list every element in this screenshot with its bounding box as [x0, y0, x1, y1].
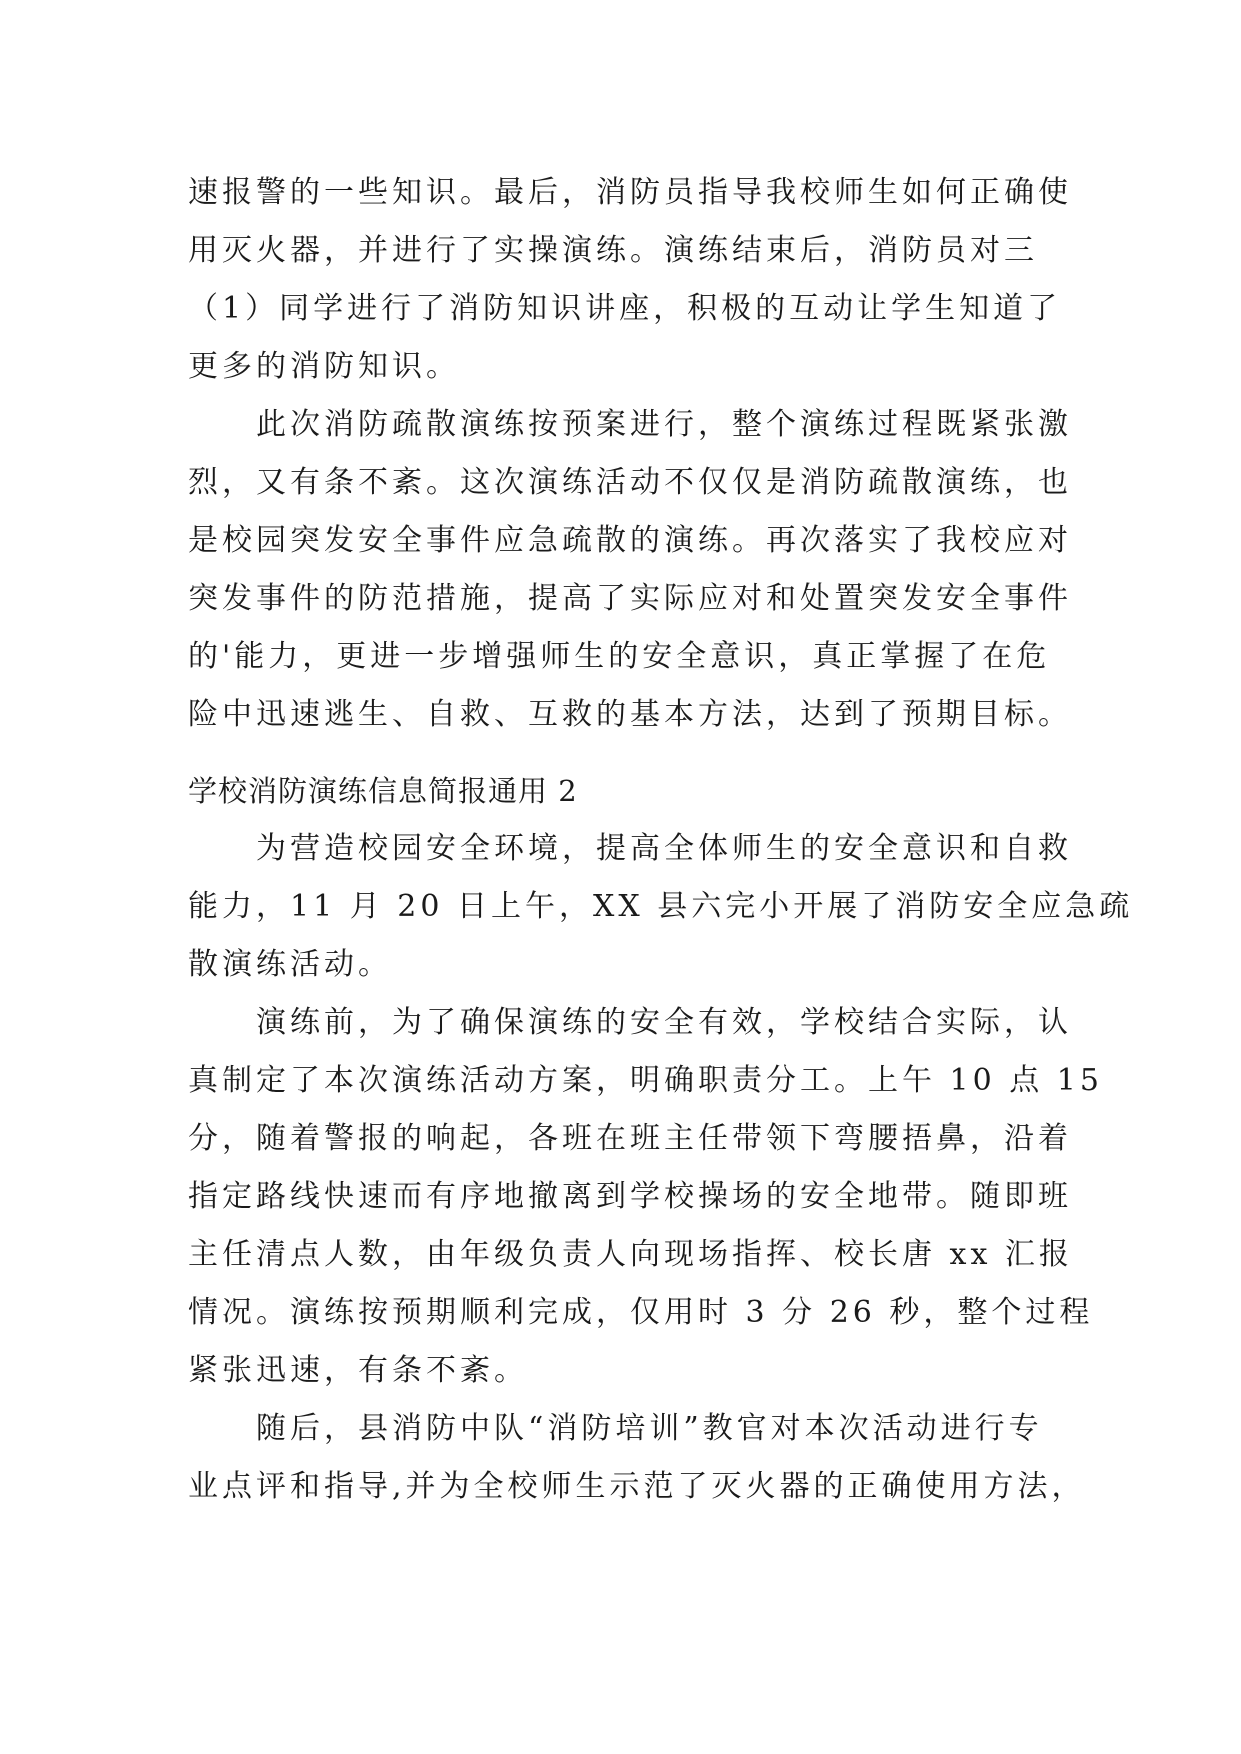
section-title: 学校消防演练信息简报通用 2	[188, 774, 578, 808]
paragraph	[188, 1400, 1086, 1516]
paragraph-line: 指定路线快速而有序地撤离到学校操场的安全地带。随即班	[188, 1179, 1072, 1214]
paragraph-line: 紧张迅速，有条不紊。	[188, 1353, 528, 1388]
paragraph	[188, 396, 1072, 744]
paragraph-line: 为营造校园安全环境，提高全体师生的安全意识和自救	[188, 831, 1072, 866]
paragraph-line: 随后，县消防中队“消防培训”教官对本次活动进行专	[188, 1411, 1043, 1446]
paragraph	[188, 820, 1134, 994]
paragraph-line: 情况。演练按预期顺利完成，仅用时 3 分 26 秒，整个过程	[188, 1295, 1094, 1330]
paragraph-line: 速报警的一些知识。最后，消防员指导我校师生如何正确使	[188, 175, 1072, 210]
paragraph-line: 演练前，为了确保演练的安全有效，学校结合实际，认	[188, 1005, 1072, 1040]
paragraph-line: 是校园突发安全事件应急疏散的演练。再次落实了我校应对	[188, 523, 1072, 558]
paragraph	[188, 994, 1103, 1400]
paragraph-line: 用灭火器，并进行了实操演练。演练结束后，消防员对三	[188, 233, 1038, 268]
paragraph-line: 真制定了本次演练活动方案，明确职责分工。上午 10 点 15	[188, 1063, 1103, 1098]
paragraph-line: 主任清点人数，由年级负责人向现场指挥、校长唐 xx 汇报	[188, 1237, 1073, 1272]
paragraph-line: 更多的消防知识。	[188, 349, 460, 384]
paragraph-line: 的'能力，更进一步增强师生的安全意识，真正掌握了在危	[188, 639, 1051, 674]
paragraph-line: 业点评和指导,并为全校师生示范了灭火器的正确使用方法，	[188, 1469, 1086, 1504]
paragraph-line: 此次消防疏散演练按预案进行，整个演练过程既紧张激	[188, 407, 1072, 442]
text-block-top	[188, 164, 1072, 744]
paragraph-line: （1）同学进行了消防知识讲座，积极的互动让学生知道了	[188, 291, 1062, 326]
paragraph-line: 烈，又有条不紊。这次演练活动不仅仅是消防疏散演练，也	[188, 465, 1072, 500]
paragraph-line: 突发事件的防范措施，提高了实际应对和处置突发安全事件	[188, 581, 1072, 616]
paragraph-line: 散演练活动。	[188, 947, 392, 982]
paragraph-line: 能力，11 月 20 日上午，XX 县六完小开展了消防安全应急疏	[188, 889, 1134, 924]
paragraph-line: 分，随着警报的响起，各班在班主任带领下弯腰捂鼻，沿着	[188, 1121, 1072, 1156]
paragraph	[188, 164, 1072, 396]
text-block-section	[188, 762, 1134, 1516]
paragraph-line: 险中迅速逃生、自救、互救的基本方法，达到了预期目标。	[188, 697, 1072, 732]
